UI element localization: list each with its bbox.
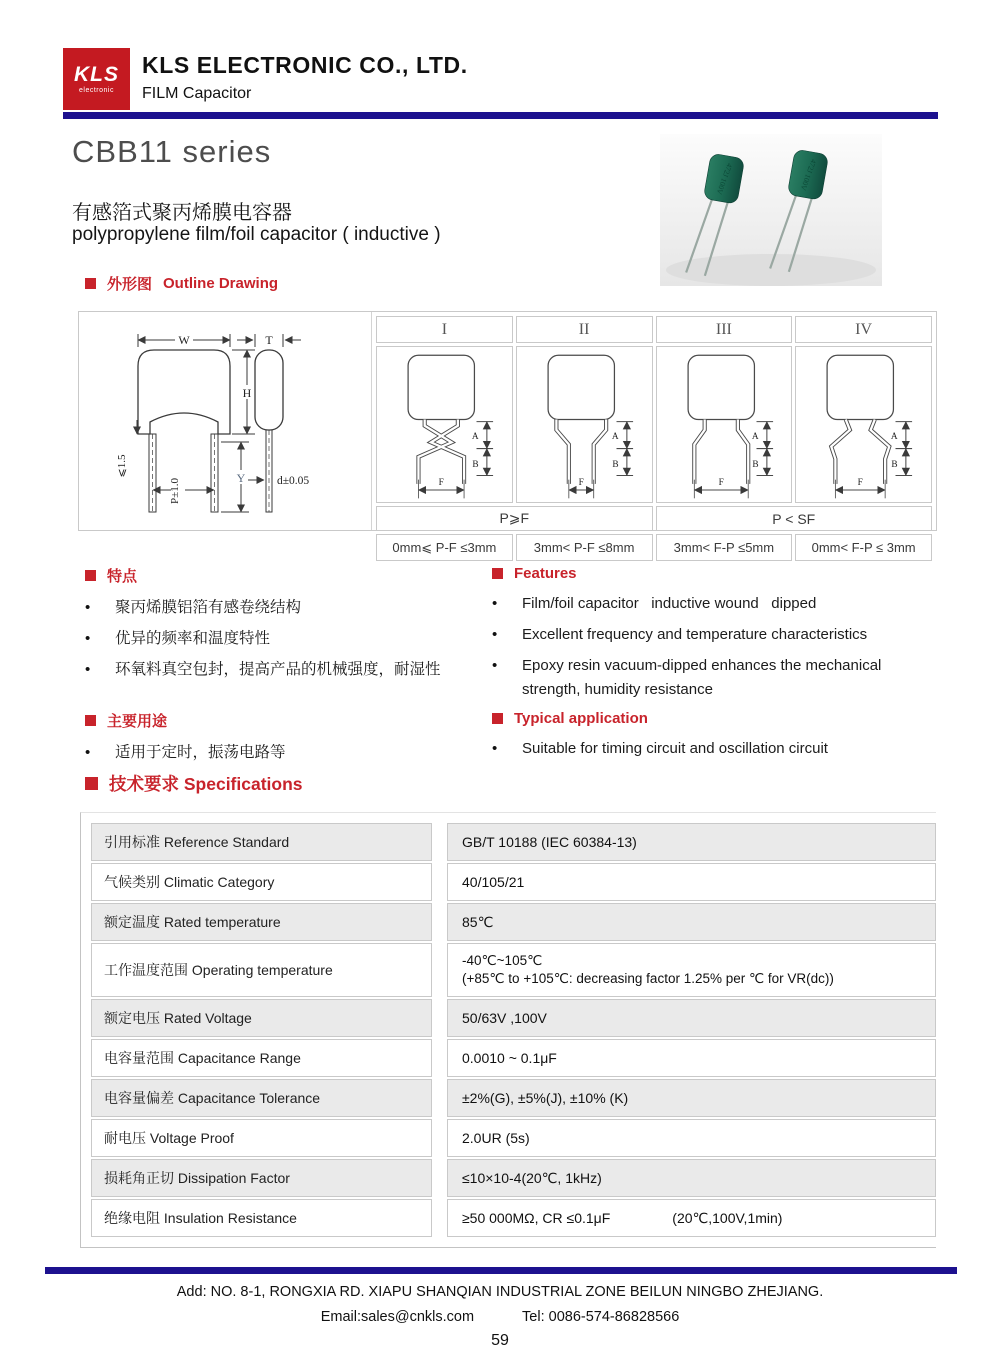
footer-address: Add: NO. 8-1, RONGXIA RD. XIAPU SHANQIAN INDUSTRIAL ZONE BEILUN NINGBO ZHEJIANG. [176,1284,824,1300]
spec-label: 耐电压 Voltage Proof [91,1119,432,1157]
dim-b-label: B [472,460,479,471]
product-line: FILM Capacitor [142,85,252,102]
dim-b-label: B [891,460,898,471]
bullet-icon: • [85,661,91,678]
specifications-table [80,812,936,1248]
dim-b-label: B [751,460,759,471]
list-item: • Film/foil capacitor inductive wound dipped [492,592,937,616]
list-item: • Excellent frequency and temperature characteristics [492,623,937,647]
spec-label: 损耗角正切 Dissipation Factor [91,1159,432,1197]
spec-label: 绝缘电阻 Insulation Resistance [91,1199,432,1237]
specifications-title: 技术要求 Specifications [109,774,303,794]
subtitle-chinese: 有感箔式聚丙烯膜电容器 [72,202,292,224]
dim-w-label: W [178,333,190,347]
lead-type-grid [372,312,936,556]
list-item: • Suitable for timing circuit and oscillation circuit [492,737,937,761]
dim-a-label: A [611,432,619,443]
type-header-1: I [376,316,513,343]
features-cn-section [85,565,480,689]
product-photo [660,134,882,286]
table-row [91,863,936,901]
list-item: • 适用于定时，振荡电路等 [85,741,480,765]
specifications-heading [85,771,303,796]
spec-label: 气候类别 Climatic Category [91,863,432,901]
features-en-list [492,592,937,702]
dim-pitch-label: P±1.0 [169,478,181,504]
spec-label: 额定温度 Rated temperature [91,903,432,941]
dim-d-label: d±0.05 [277,475,310,487]
dim-a-label: A [751,432,759,443]
outline-heading-cn: 外形图 [107,276,153,293]
range-label-3: 3mm< F-P ≤5mm [656,534,793,561]
application-cn-list [85,741,480,765]
bullet-icon: • [492,740,498,757]
application-cn-section [85,710,480,772]
red-square-icon [85,777,98,790]
spec-label: 引用标准 Reference Standard [91,823,432,861]
front-side-view-drawing [79,312,371,530]
kls-logo [63,48,130,110]
spec-value: ±2%(G), ±5%(J), ±10% (K) [447,1079,936,1117]
outline-drawing-box [78,311,937,556]
features-cn-heading [85,565,480,586]
red-square-icon [85,715,96,726]
application-en-heading [492,710,937,727]
application-cn-title: 主要用途 [107,713,168,730]
spec-value [447,943,936,997]
table-row [91,1039,936,1077]
bullet-icon: • [492,595,498,612]
features-cn-title: 特点 [107,568,138,585]
spec-label: 电容量范围 Capacitance Range [91,1039,432,1077]
footer-email: Email:sales@cnkls.com [320,1309,475,1325]
red-square-icon [492,713,503,724]
list-item: • 优异的频率和温度特性 [85,627,480,651]
spec-value-note: (20℃,100V,1min) [672,1209,783,1226]
footer-contact [0,1309,1000,1325]
range-label-1: 0mm⩽ P-F ≤3mm [376,534,513,561]
dim-a-label: A [891,432,898,443]
bullet-icon: • [85,630,91,647]
dim-f-label: F [857,477,864,488]
type-header-3: III [656,316,793,343]
kls-logo-text: KLS [74,62,119,86]
spec-value: 2.0UR (5s) [447,1119,936,1157]
application-en-list [492,737,937,761]
dim-f-label: F [718,477,724,488]
range-label-2: 3mm< P-F ≤8mm [516,534,653,561]
spec-value: GB/T 10188 (IEC 60384-13) [447,823,936,861]
type-4-drawing [795,346,932,503]
spec-value-line-1: -40℃~105℃ [462,953,543,968]
table-row [91,823,936,861]
table-row [91,903,936,941]
dim-lead-root-label: ⩽1.5 [116,454,128,478]
capacitor-marking: 472J 100V [798,157,819,192]
company-name: KLS ELECTRONIC CO., LTD. [142,52,468,78]
type-1-drawing [376,346,513,503]
spec-value [447,1199,936,1237]
bullet-icon: • [85,599,91,616]
spec-value-line-2: (+85℃ to +105℃: decreasing factor 1.25% per ℃ for VR(dc)) [462,971,834,986]
table-row [91,1199,936,1237]
dim-h-label: H [242,386,252,400]
dim-f-label: F [438,477,444,488]
table-row [91,1159,936,1197]
spec-value: 85℃ [447,903,936,941]
type-3-drawing [656,346,793,503]
features-en-section [492,565,937,709]
series-title: CBB11 series [72,134,272,169]
header-divider-bar [63,112,938,119]
list-item: • 环氧料真空包封，提高产品的机械强度，耐湿性 [85,658,480,682]
features-en-heading [492,565,937,582]
spec-value: 40/105/21 [447,863,936,901]
list-item: • 聚丙烯膜铝箔有感卷绕结构 [85,596,480,620]
red-square-icon [85,278,96,289]
list-item: • Epoxy resin vacuum-dipped enhances the mechanical strength, humidity resistance [492,654,937,702]
type-2-drawing [516,346,653,503]
dimension-drawing-panel [79,312,372,530]
kls-logo-subtext: electronic [79,86,114,94]
pitch-condition-1: P⩾F [376,506,653,531]
red-square-icon [492,568,503,579]
dim-t-label: T [265,333,273,347]
range-label-4: 0mm< F-P ≤ 3mm [795,534,932,561]
spec-value: 50/63V ,100V [447,999,936,1037]
application-en-section [492,710,937,768]
table-row [91,1079,936,1117]
features-cn-list [85,596,480,682]
spec-label: 额定电压 Rated Voltage [91,999,432,1037]
bullet-icon: • [85,744,91,761]
type-header-4: IV [795,316,932,343]
dim-y-label: Y [236,471,246,485]
page-number: 59 [491,1332,509,1349]
spec-value: ≤10×10-4(20℃, 1kHz) [447,1159,936,1197]
footer-tel: Tel: 0086-574-86828566 [522,1309,680,1325]
pitch-condition-2: P < SF [656,506,933,531]
dim-b-label: B [612,460,619,471]
spec-label: 工作温度范围 Operating temperature [91,943,432,997]
dim-f-label: F [578,477,584,488]
bullet-icon: • [492,626,498,643]
dim-a-label: A [471,432,479,443]
bullet-icon: • [492,657,498,674]
subtitle-english: polypropylene film/foil capacitor ( inductive ) [72,224,441,245]
spec-label: 电容量偏差 Capacitance Tolerance [91,1079,432,1117]
outline-heading-en: Outline Drawing [163,275,279,292]
spec-value-main: ≥50 000MΩ, CR ≤0.1μF [462,1210,611,1226]
type-header-2: II [516,316,653,343]
application-en-title: Typical application [514,710,648,727]
capacitor-marking: 472J 100V [714,161,735,196]
features-en-title: Features [514,565,577,582]
spec-value: 0.0010 ~ 0.1μF [447,1039,936,1077]
application-cn-heading [85,710,480,731]
footer-divider-bar [45,1267,957,1274]
table-row [91,943,936,997]
outline-drawing-heading [85,273,278,294]
table-row [91,1119,936,1157]
red-square-icon [85,570,96,581]
table-row [91,999,936,1037]
